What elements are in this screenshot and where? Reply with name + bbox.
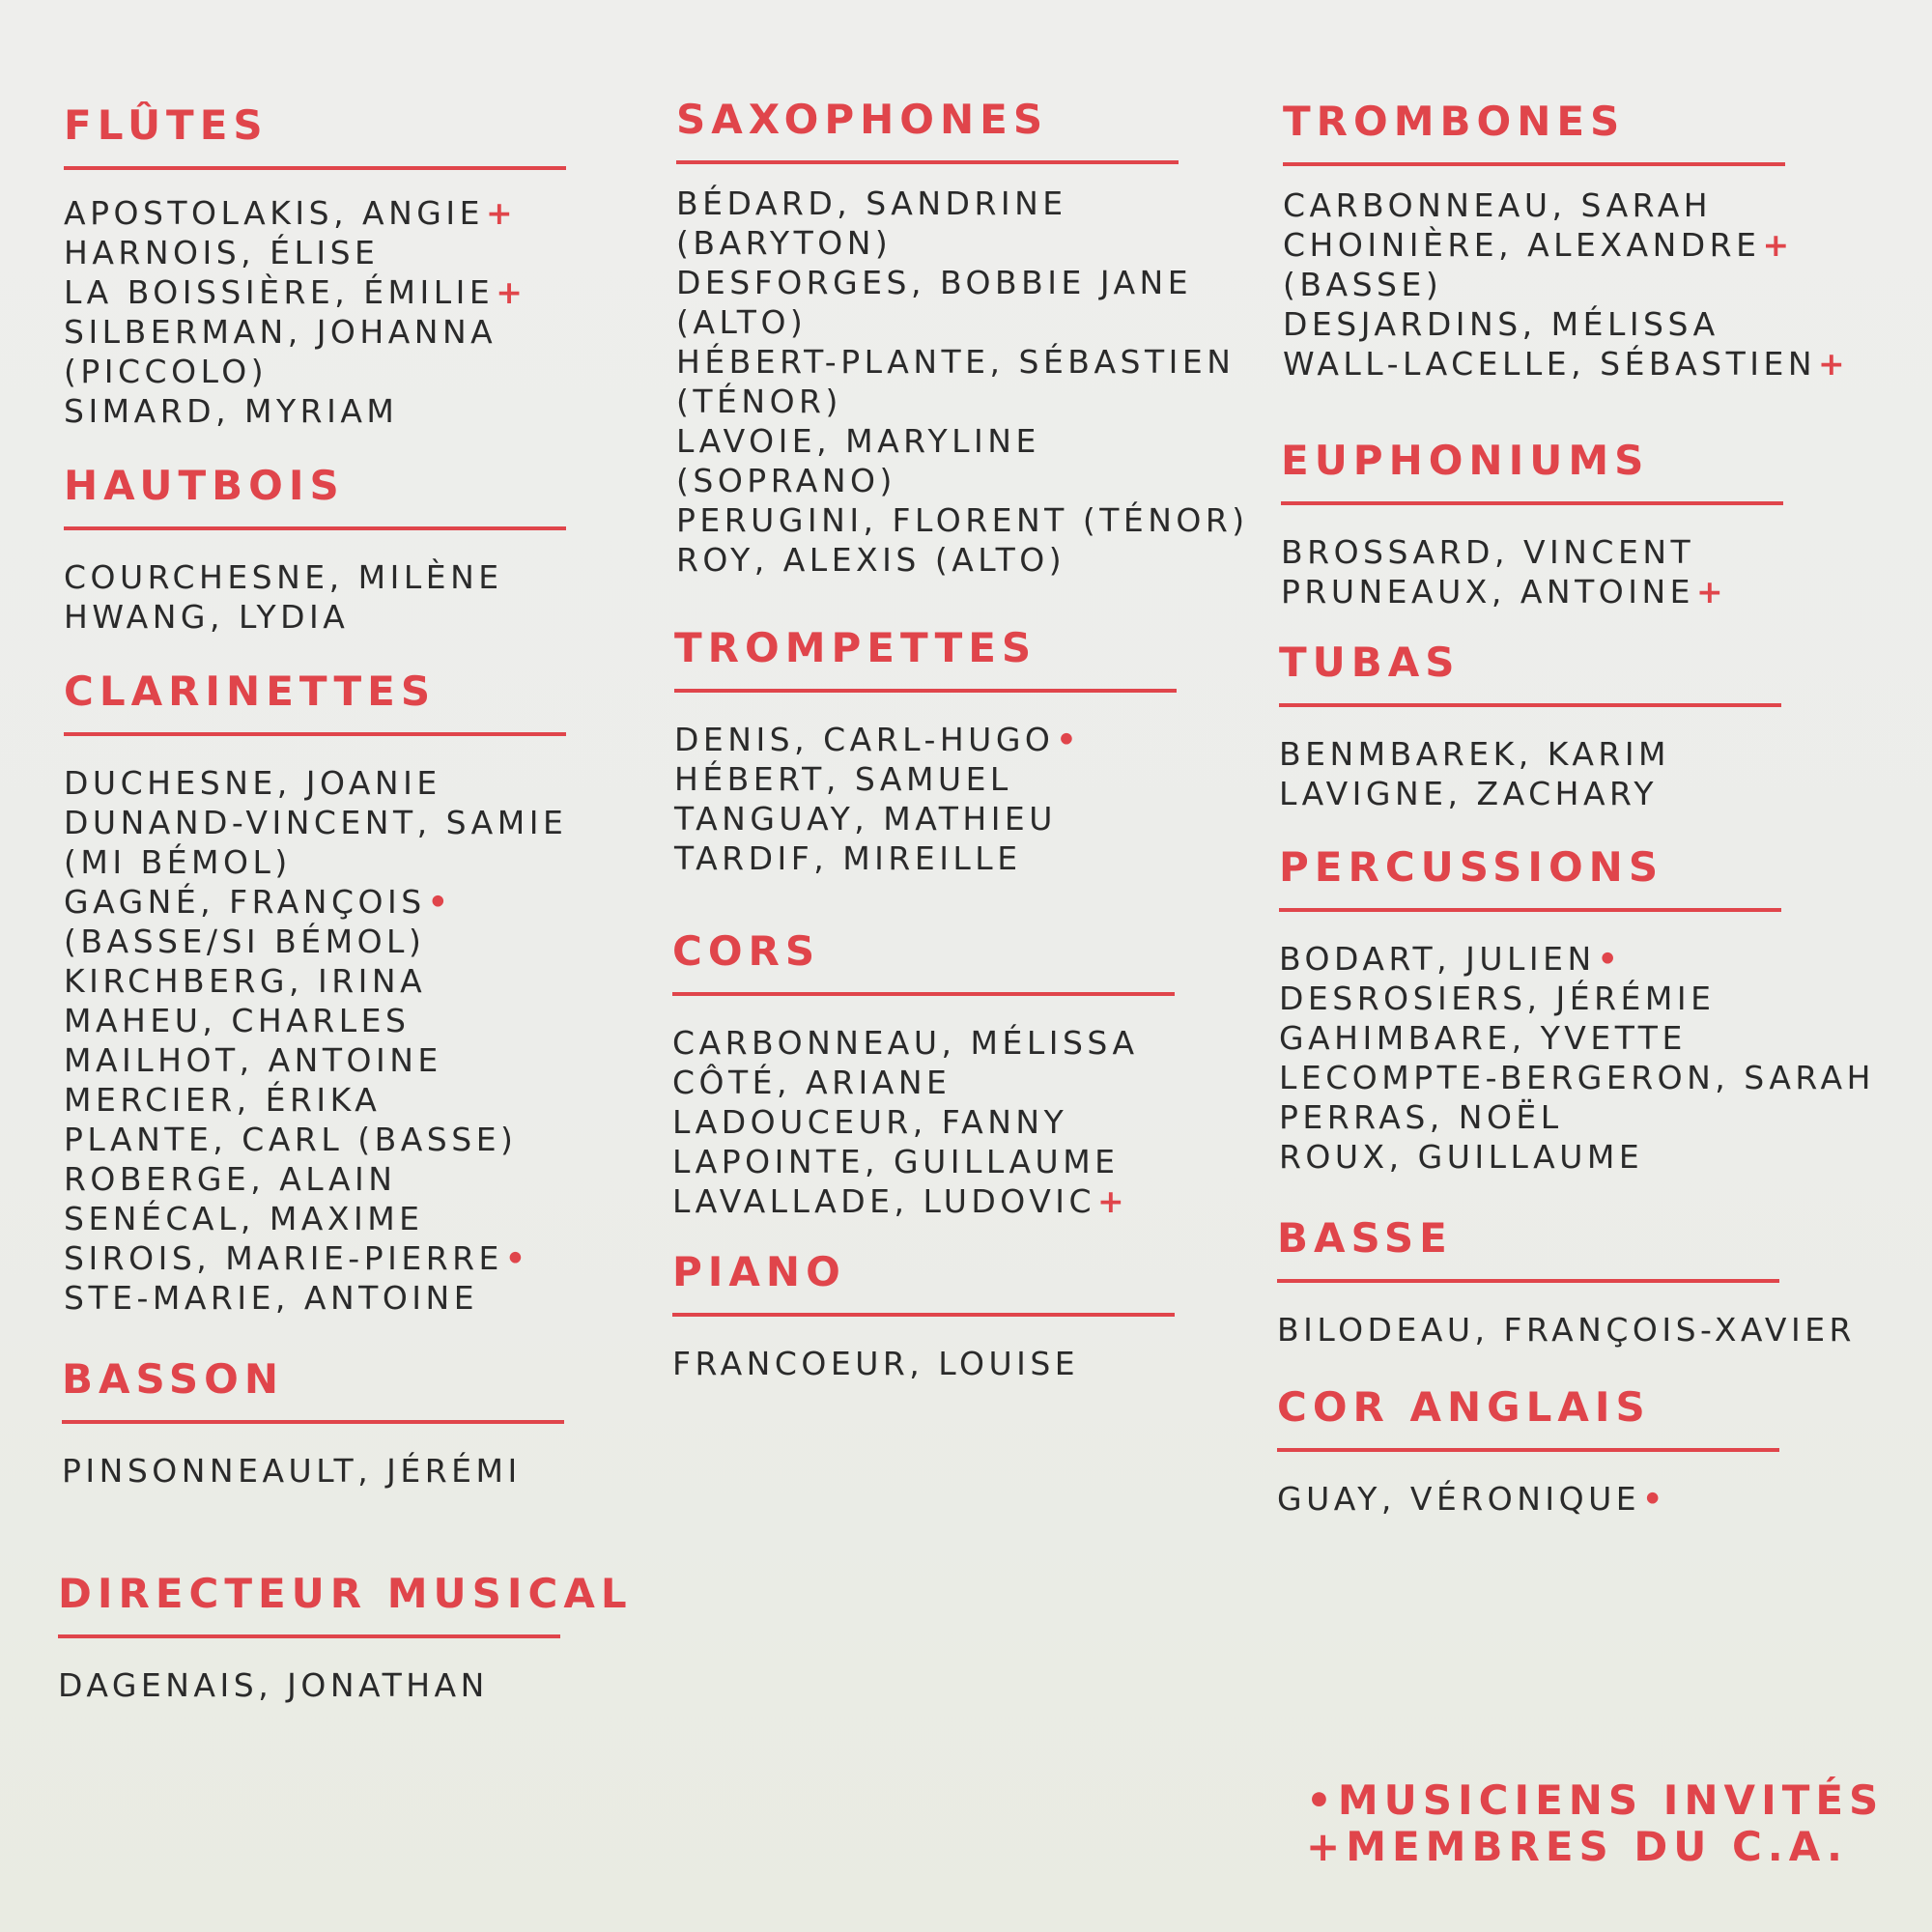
- musician-name: [64, 1238, 566, 1278]
- musician-name-text: BROSSARD, VINCENT: [1281, 533, 1695, 571]
- musician-name: [64, 1120, 566, 1159]
- musician-name-text: HARNOIS, ÉLISE: [64, 234, 380, 271]
- guest-musician-mark: •: [504, 1239, 530, 1277]
- section-divider: [1277, 1279, 1779, 1283]
- musician-name-text: LAVIGNE, ZACHARY: [1279, 775, 1659, 812]
- board-member-mark: +: [1696, 573, 1728, 611]
- musician-name: [1283, 344, 1850, 384]
- musician-name-text: LECOMPTE-BERGERON, SARAH: [1279, 1059, 1875, 1096]
- musician-name-text: DAGENAIS, JONATHAN: [58, 1666, 489, 1704]
- musician-name: [672, 1023, 1175, 1063]
- musician-name: [672, 1142, 1175, 1181]
- musician-name-text: TARDIF, MIREILLE: [674, 839, 1022, 877]
- name-list: [1277, 1479, 1779, 1519]
- legend: [1306, 1777, 1884, 1870]
- musician-name: [64, 882, 566, 922]
- musician-name: [676, 500, 1249, 540]
- musician-name: [674, 720, 1177, 759]
- section-title: SAXOPHONES: [676, 96, 1049, 143]
- musician-name: [672, 1181, 1175, 1221]
- musician-name-text: SIMARD, MYRIAM: [64, 392, 399, 430]
- section-divider: [1279, 703, 1781, 707]
- musician-name-text: GAHIMBARE, YVETTE: [1279, 1019, 1687, 1057]
- musician-name-text: PRUNEAUX, ANTOINE: [1281, 573, 1694, 611]
- musician-name: [1283, 185, 1785, 225]
- section-title: TUBAS: [1279, 639, 1461, 686]
- musician-name-text: BÉDARD, SANDRINE: [676, 185, 1067, 222]
- board-member-mark: +: [1762, 226, 1794, 264]
- musician-name-text: CARBONNEAU, MÉLISSA: [672, 1024, 1139, 1062]
- name-list: [676, 184, 1249, 580]
- name-list: [64, 763, 566, 1318]
- guest-musician-mark: •: [1597, 940, 1623, 978]
- musician-name-text: LAVALLADE, LUDOVIC: [672, 1182, 1096, 1220]
- musician-name: [64, 1040, 566, 1080]
- musician-name: [674, 799, 1177, 838]
- musician-name: [64, 922, 566, 961]
- musician-name: [674, 759, 1177, 799]
- name-list: [672, 1344, 1175, 1383]
- section-divider: [1279, 908, 1781, 912]
- musician-name-text: PERUGINI, FLORENT (TÉNOR): [676, 501, 1249, 539]
- section-divider: [1281, 501, 1783, 505]
- musician-name: [1283, 265, 1785, 304]
- musician-name: [676, 342, 1236, 382]
- section-title: EUPHONIUMS: [1281, 437, 1650, 484]
- board-member-mark: +: [485, 194, 518, 232]
- section-euphoniums: [1281, 436, 1783, 611]
- section-divider: [672, 992, 1175, 996]
- musician-name: [676, 184, 1179, 223]
- musician-name: [1279, 1137, 1781, 1177]
- section-divider: [58, 1634, 560, 1638]
- musician-name: [64, 1278, 566, 1318]
- section-basson: [62, 1354, 564, 1491]
- musician-name: [674, 838, 1177, 878]
- section-title: PERCUSSIONS: [1279, 843, 1664, 891]
- section-title: TROMPETTES: [674, 624, 1037, 671]
- musician-name-text: LAPOINTE, GUILLAUME: [672, 1143, 1120, 1180]
- musician-name-text: DESROSIERS, JÉRÉMIE: [1279, 980, 1716, 1017]
- musician-name-text: DESFORGES, BOBBIE JANE: [676, 264, 1193, 301]
- musician-name: [58, 1665, 560, 1705]
- musician-name: [64, 193, 566, 233]
- section-title: CORS: [672, 927, 821, 975]
- musician-name-text: (SOPRANO): [676, 462, 896, 499]
- musician-name: [64, 312, 566, 352]
- musician-name-text: LADOUCEUR, FANNY: [672, 1103, 1068, 1141]
- musician-name-text: STE-MARIE, ANTOINE: [64, 1279, 479, 1317]
- musician-name-text: CARBONNEAU, SARAH: [1283, 186, 1713, 224]
- musician-name-text: LAVOIE, MARYLINE: [676, 422, 1040, 460]
- musician-name-text: BODART, JULIEN: [1279, 940, 1596, 978]
- musician-name-text: PINSONNEAULT, JÉRÉMI: [62, 1452, 522, 1490]
- musician-name: [64, 1199, 566, 1238]
- section-title: PIANO: [672, 1248, 846, 1295]
- section-cors: [672, 926, 1175, 1221]
- name-list: [64, 193, 566, 431]
- section-directeur-musical: [58, 1569, 633, 1705]
- musician-name: [1279, 939, 1781, 979]
- musician-name-text: WALL-LACELLE, SÉBASTIEN: [1283, 345, 1817, 383]
- musician-name-text: SIROIS, MARIE-PIERRE: [64, 1239, 503, 1277]
- musician-name-text: FRANCOEUR, LOUISE: [672, 1345, 1080, 1382]
- musician-name-text: (ALTO): [676, 303, 808, 341]
- guest-musician-mark: •: [1642, 1480, 1667, 1518]
- musician-name-text: (TÉNOR): [676, 383, 842, 420]
- musician-name-text: GUAY, VÉRONIQUE: [1277, 1480, 1641, 1518]
- section-title: TROMBONES: [1283, 98, 1626, 145]
- section-saxophones: [676, 95, 1249, 580]
- musician-name: [1281, 572, 1783, 611]
- section-trompettes: [674, 623, 1177, 878]
- section-divider: [62, 1420, 564, 1424]
- musician-name: [676, 461, 1179, 500]
- musician-name: [1277, 1479, 1779, 1519]
- section-divider: [1283, 162, 1785, 166]
- musician-name-text: DUCHESNE, JOANIE: [64, 764, 441, 802]
- musician-name-text: DENIS, CARL-HUGO: [674, 721, 1055, 758]
- musician-name-text: CÔTÉ, ARIANE: [672, 1064, 952, 1101]
- musician-name: [1279, 734, 1781, 774]
- musician-name: [676, 263, 1193, 302]
- musician-name: [672, 1102, 1175, 1142]
- musician-name-text: ROY, ALEXIS (ALTO): [676, 541, 1066, 579]
- name-list: [1281, 532, 1783, 611]
- musician-name-text: SENÉCAL, MAXIME: [64, 1200, 424, 1237]
- musician-name: [676, 223, 1179, 263]
- name-list: [64, 557, 566, 637]
- legend-board: +MEMBRES DU C.A.: [1306, 1823, 1848, 1870]
- musician-name-text: LA BOISSIÈRE, ÉMILIE: [64, 273, 495, 311]
- musician-name-text: (MI BÉMOL): [64, 843, 292, 881]
- section-title: FLÛTES: [64, 101, 269, 149]
- musician-name: [1279, 774, 1781, 813]
- section-title: HAUTBOIS: [64, 462, 345, 509]
- section-title: CLARINETTES: [64, 668, 437, 715]
- board-member-mark: +: [1818, 345, 1850, 383]
- musician-name-text: MERCIER, ÉRIKA: [64, 1081, 382, 1119]
- musician-name: [64, 391, 566, 431]
- musician-name: [1281, 532, 1783, 572]
- musician-name: [672, 1344, 1175, 1383]
- musician-name: [62, 1451, 564, 1491]
- section-divider: [674, 689, 1177, 693]
- musician-name-text: SILBERMAN, JOHANNA: [64, 313, 497, 351]
- section-title: BASSE: [1277, 1214, 1453, 1262]
- section-percussions: [1279, 842, 1875, 1177]
- section-divider: [672, 1313, 1175, 1317]
- musician-name-text: DESJARDINS, MÉLISSA: [1283, 305, 1719, 343]
- musician-name-text: KIRCHBERG, IRINA: [64, 962, 427, 1000]
- name-list: [1283, 185, 1850, 384]
- musician-name: [64, 803, 566, 842]
- musician-name-text: ROUX, GUILLAUME: [1279, 1138, 1644, 1176]
- musician-name-text: (PICCOLO): [64, 353, 269, 390]
- name-list: [1279, 734, 1781, 813]
- name-list: [62, 1451, 564, 1491]
- musician-name-text: CHOINIÈRE, ALEXANDRE: [1283, 226, 1761, 264]
- section-divider: [676, 160, 1179, 164]
- musician-name-text: HÉBERT-PLANTE, SÉBASTIEN: [676, 343, 1236, 381]
- musician-name: [64, 1080, 566, 1120]
- section-divider: [64, 526, 566, 530]
- guest-musician-mark: •: [427, 883, 453, 921]
- musician-name: [1279, 1058, 1875, 1097]
- musician-name: [64, 1001, 566, 1040]
- musician-name-text: BILODEAU, FRANÇOIS-XAVIER: [1277, 1311, 1856, 1349]
- name-list: [58, 1665, 560, 1705]
- musician-name: [1277, 1310, 1856, 1350]
- musician-name-text: DUNAND-VINCENT, SAMIE: [64, 804, 568, 841]
- section-tubas: [1279, 638, 1781, 813]
- section-piano: [672, 1247, 1175, 1383]
- board-member-mark: +: [496, 273, 527, 311]
- musician-name-text: HWANG, LYDIA: [64, 598, 350, 636]
- musician-name-text: (BASSE/SI BÉMOL): [64, 923, 426, 960]
- musician-name: [64, 842, 566, 882]
- musician-name: [64, 352, 566, 391]
- musician-name-text: TANGUAY, MATHIEU: [674, 800, 1057, 838]
- guest-musician-mark: •: [1056, 721, 1081, 758]
- section-hautbois: [64, 461, 566, 637]
- musician-name-text: (BARYTON): [676, 224, 893, 262]
- section-title: DIRECTEUR MUSICAL: [58, 1570, 633, 1617]
- musician-name-text: PERRAS, NOËL: [1279, 1098, 1563, 1136]
- musician-name-text: APOSTOLAKIS, ANGIE: [64, 194, 484, 232]
- musician-name: [1283, 225, 1794, 265]
- board-member-mark: +: [1097, 1182, 1129, 1220]
- name-list: [674, 720, 1177, 878]
- musician-name-text: ROBERGE, ALAIN: [64, 1160, 397, 1198]
- musician-name-text: MAHEU, CHARLES: [64, 1002, 411, 1039]
- name-list: [1279, 939, 1875, 1177]
- section-cor-anglais: [1277, 1382, 1779, 1519]
- musician-name: [64, 233, 566, 272]
- musician-name-text: COURCHESNE, MILÈNE: [64, 558, 503, 596]
- musician-name-text: GAGNÉ, FRANÇOIS: [64, 883, 426, 921]
- musician-name: [64, 1159, 566, 1199]
- section-clarinettes: [64, 667, 566, 1318]
- musician-name-text: PLANTE, CARL (BASSE): [64, 1121, 518, 1158]
- musician-name-text: HÉBERT, SAMUEL: [674, 760, 1012, 798]
- musician-name: [672, 1063, 1175, 1102]
- musician-name: [676, 421, 1179, 461]
- musician-name: [64, 763, 566, 803]
- musician-name: [64, 557, 566, 597]
- section-flutes: [64, 100, 566, 431]
- musician-name: [1279, 1018, 1781, 1058]
- musician-name: [1279, 1097, 1781, 1137]
- musician-name: [676, 302, 1179, 342]
- musician-name: [1283, 304, 1785, 344]
- name-list: [1277, 1310, 1856, 1350]
- section-divider: [64, 732, 566, 736]
- section-title: BASSON: [62, 1355, 284, 1403]
- legend-guests: •MUSICIENS INVITÉS: [1306, 1776, 1885, 1824]
- musician-name-text: (BASSE): [1283, 266, 1443, 303]
- musician-name: [64, 961, 566, 1001]
- section-basse: [1277, 1213, 1856, 1350]
- musician-name: [676, 540, 1179, 580]
- musician-name-text: MAILHOT, ANTOINE: [64, 1041, 442, 1079]
- musician-name: [64, 597, 566, 637]
- musician-name: [1279, 979, 1781, 1018]
- name-list: [672, 1023, 1175, 1221]
- musician-name-text: BENMBAREK, KARIM: [1279, 735, 1671, 773]
- musician-name: [676, 382, 1179, 421]
- section-trombones: [1283, 97, 1850, 384]
- section-title: COR ANGLAIS: [1277, 1383, 1651, 1431]
- musician-name: [64, 272, 566, 312]
- section-divider: [64, 166, 566, 170]
- section-divider: [1277, 1448, 1779, 1452]
